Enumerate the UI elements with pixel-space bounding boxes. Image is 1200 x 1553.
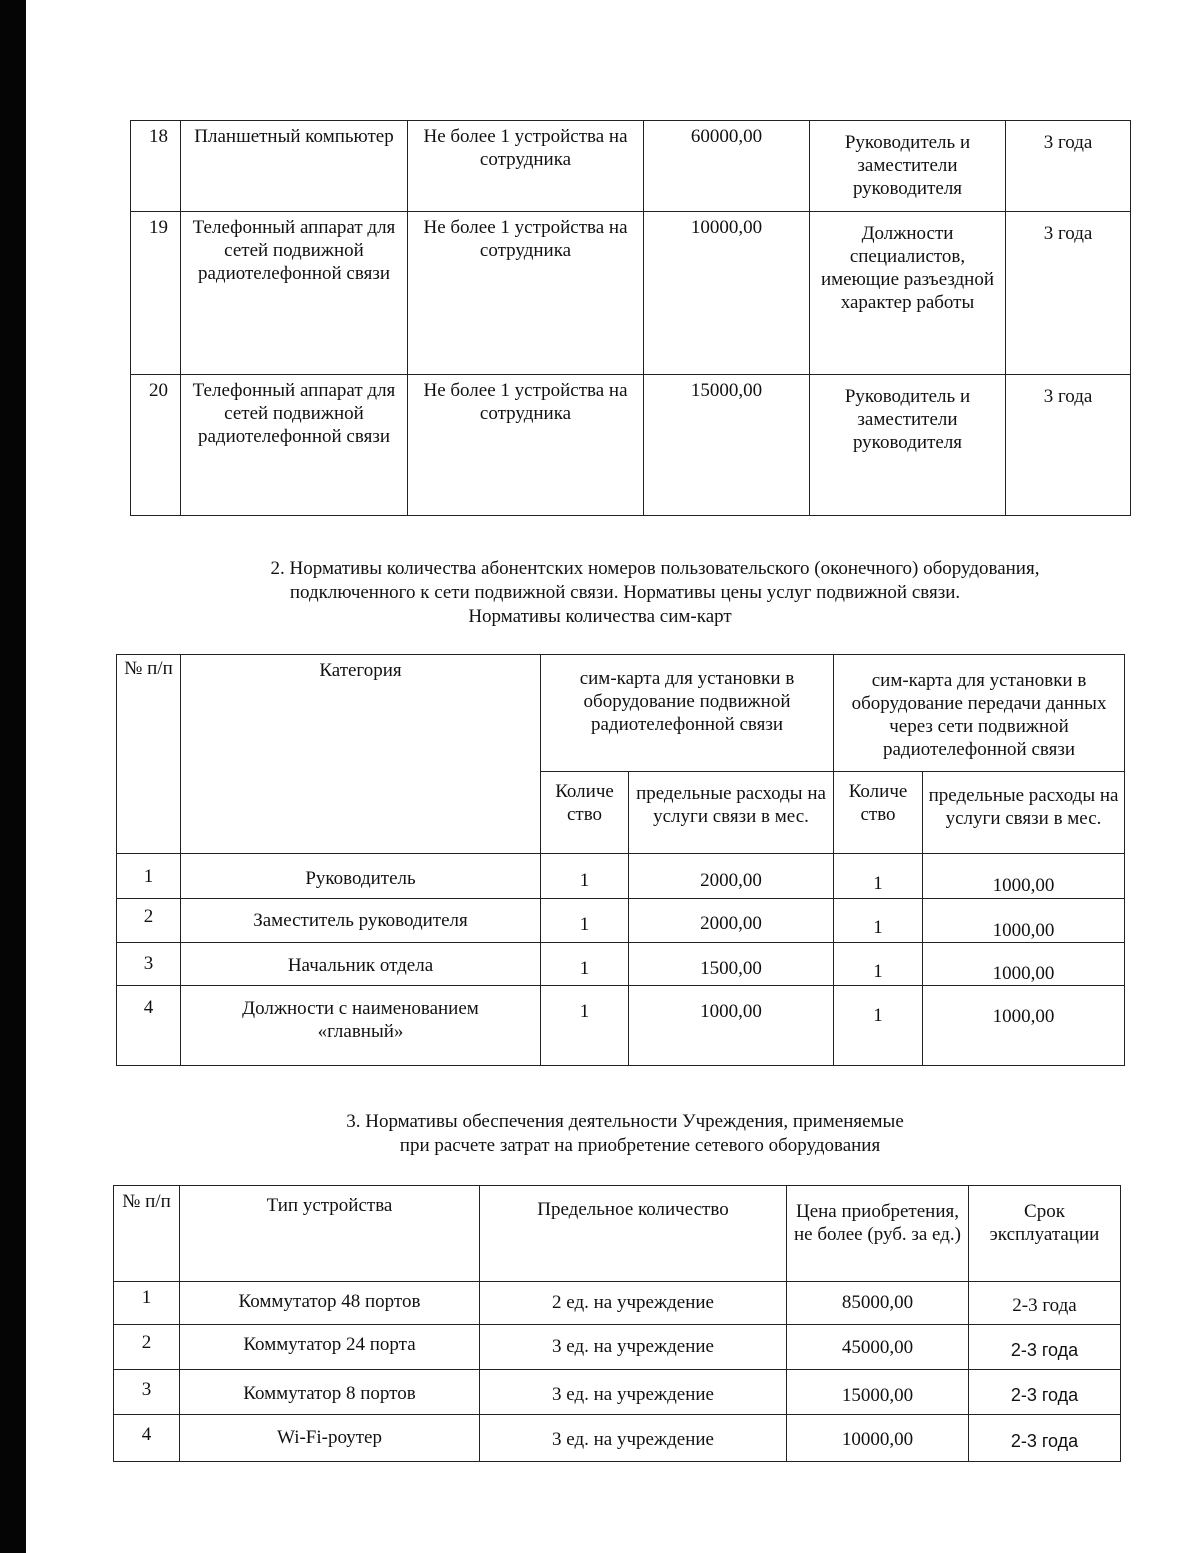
row-number: 4: [114, 1415, 180, 1462]
num-header: № п/п: [114, 1186, 180, 1282]
sim-quantity: 1: [834, 986, 923, 1066]
sim-cost: 1000,00: [923, 986, 1125, 1066]
devices-table: [130, 120, 1131, 516]
sim-quantity: 1: [541, 986, 629, 1066]
sim-cost: 2000,00: [629, 899, 834, 943]
category-name: Руководитель: [181, 854, 541, 899]
section2-title-line: Нормативы количества сим-карт: [468, 606, 732, 627]
device-positions: Руководитель и заместители руководителя: [810, 121, 1006, 212]
sim-mobile-header: сим-карта для установки в оборудование подвижной радиотелефонной связи: [541, 655, 834, 772]
device-quantity: Не более 1 устройства на сотрудника: [408, 121, 644, 212]
sim-data-header: сим-карта для установки в оборудование передачи данных через сети подвижной радиотелефонной связи: [834, 655, 1125, 772]
category-header: Категория: [181, 655, 541, 854]
table-row: [117, 899, 1125, 943]
device-positions: Должности специалистов, имеющие разъездной характер работы: [810, 212, 1006, 375]
table-row: [114, 1325, 1121, 1370]
device-quantity: Не более 1 устройства на сотрудника: [408, 375, 644, 516]
term-header: Срок эксплуатации: [969, 1186, 1121, 1282]
sim-quantity: 1: [834, 899, 923, 943]
row-number: 18: [131, 121, 181, 212]
device-price: 10000,00: [644, 212, 810, 375]
section2-title-line: 2. Нормативы количества абонентских номеров пользовательского (оконечного) оборудования,: [270, 558, 1040, 579]
row-number: 19: [131, 212, 181, 375]
row-number: 2: [114, 1325, 180, 1370]
table-row: [131, 212, 1131, 375]
device-price: 15000,00: [787, 1370, 969, 1415]
device-price: 15000,00: [644, 375, 810, 516]
sim-quantity: 1: [834, 854, 923, 899]
row-number: 4: [117, 986, 181, 1066]
price-header: Цена приобретения, не более (руб. за ед.): [787, 1186, 969, 1282]
sim-quantity: 1: [541, 899, 629, 943]
sim-cost: 2000,00: [629, 854, 834, 899]
section3-title: [0, 1110, 1200, 1158]
type-header: Тип устройства: [180, 1186, 480, 1282]
table-row: [131, 121, 1131, 212]
sim-quantity: 1: [541, 943, 629, 986]
device-term: 3 года: [1006, 212, 1131, 375]
row-number: 2: [117, 899, 181, 943]
row-number: 3: [117, 943, 181, 986]
sim-quantity: 1: [541, 854, 629, 899]
section3-title-line: при расчете затрат на приобретение сетевого оборудования: [399, 1135, 881, 1156]
section3-title-line: 3. Нормативы обеспечения деятельности Учреждения, применяемые: [346, 1111, 904, 1132]
device-type: Коммутатор 8 портов: [180, 1370, 480, 1415]
device-price: 85000,00: [787, 1282, 969, 1325]
section2-title: [0, 557, 1200, 629]
sim-cost: 1500,00: [629, 943, 834, 986]
table-row: [114, 1415, 1121, 1462]
table-row: [131, 375, 1131, 516]
qty-header: Количе ство: [541, 772, 629, 854]
sim-cost: 1000,00: [923, 899, 1125, 943]
device-limit: 2 ед. на учреждение: [480, 1282, 787, 1325]
table-row: [114, 1370, 1121, 1415]
network-equipment-table: [113, 1185, 1121, 1462]
device-limit: 3 ед. на учреждение: [480, 1325, 787, 1370]
row-number: 3: [114, 1370, 180, 1415]
device-type: Коммутатор 24 порта: [180, 1325, 480, 1370]
device-term: 2-3 года: [969, 1325, 1121, 1370]
device-term: 2-3 года: [969, 1415, 1121, 1462]
sim-cost: 1000,00: [923, 943, 1125, 986]
sim-cost: 1000,00: [629, 986, 834, 1066]
device-limit: 3 ед. на учреждение: [480, 1415, 787, 1462]
sim-cards-table: [116, 654, 1125, 1066]
limit-header: Предельное количество: [480, 1186, 787, 1282]
table-row: [114, 1282, 1121, 1325]
cost-header: предельные расходы на услуги связи в мес.: [629, 772, 834, 854]
device-term: 2-3 года: [969, 1370, 1121, 1415]
table-row: [117, 986, 1125, 1066]
category-name: Должности с наименованием «главный»: [181, 986, 541, 1066]
row-number: 20: [131, 375, 181, 516]
category-name: Заместитель руководителя: [181, 899, 541, 943]
num-header: № п/п: [117, 655, 181, 854]
row-number: 1: [114, 1282, 180, 1325]
device-positions: Руководитель и заместители руководителя: [810, 375, 1006, 516]
device-price: 45000,00: [787, 1325, 969, 1370]
device-quantity: Не более 1 устройства на сотрудника: [408, 212, 644, 375]
device-name: Телефонный аппарат для сетей подвижной радиотелефонной связи: [181, 375, 408, 516]
table-row: [117, 943, 1125, 986]
sim-quantity: 1: [834, 943, 923, 986]
device-term: 3 года: [1006, 375, 1131, 516]
row-number: 1: [117, 854, 181, 899]
device-price: 10000,00: [787, 1415, 969, 1462]
device-name: Планшетный компьютер: [181, 121, 408, 212]
device-term: 3 года: [1006, 121, 1131, 212]
device-price: 60000,00: [644, 121, 810, 212]
category-name: Начальник отдела: [181, 943, 541, 986]
table-row: [117, 854, 1125, 899]
scan-dark-edge: [0, 0, 26, 1553]
device-name: Телефонный аппарат для сетей подвижной радиотелефонной связи: [181, 212, 408, 375]
section2-title-line: подключенного к сети подвижной связи. Нормативы цены услуг подвижной связи.: [289, 582, 961, 603]
header-row: [114, 1186, 1121, 1282]
device-limit: 3 ед. на учреждение: [480, 1370, 787, 1415]
device-type: Коммутатор 48 портов: [180, 1282, 480, 1325]
header-row: [117, 655, 1125, 772]
qty-header: Количе ство: [834, 772, 923, 854]
cost-header: предельные расходы на услуги связи в мес.: [923, 772, 1125, 854]
sim-cost: 1000,00: [923, 854, 1125, 899]
device-term: 2-3 года: [969, 1282, 1121, 1325]
device-type: Wi-Fi-роутер: [180, 1415, 480, 1462]
